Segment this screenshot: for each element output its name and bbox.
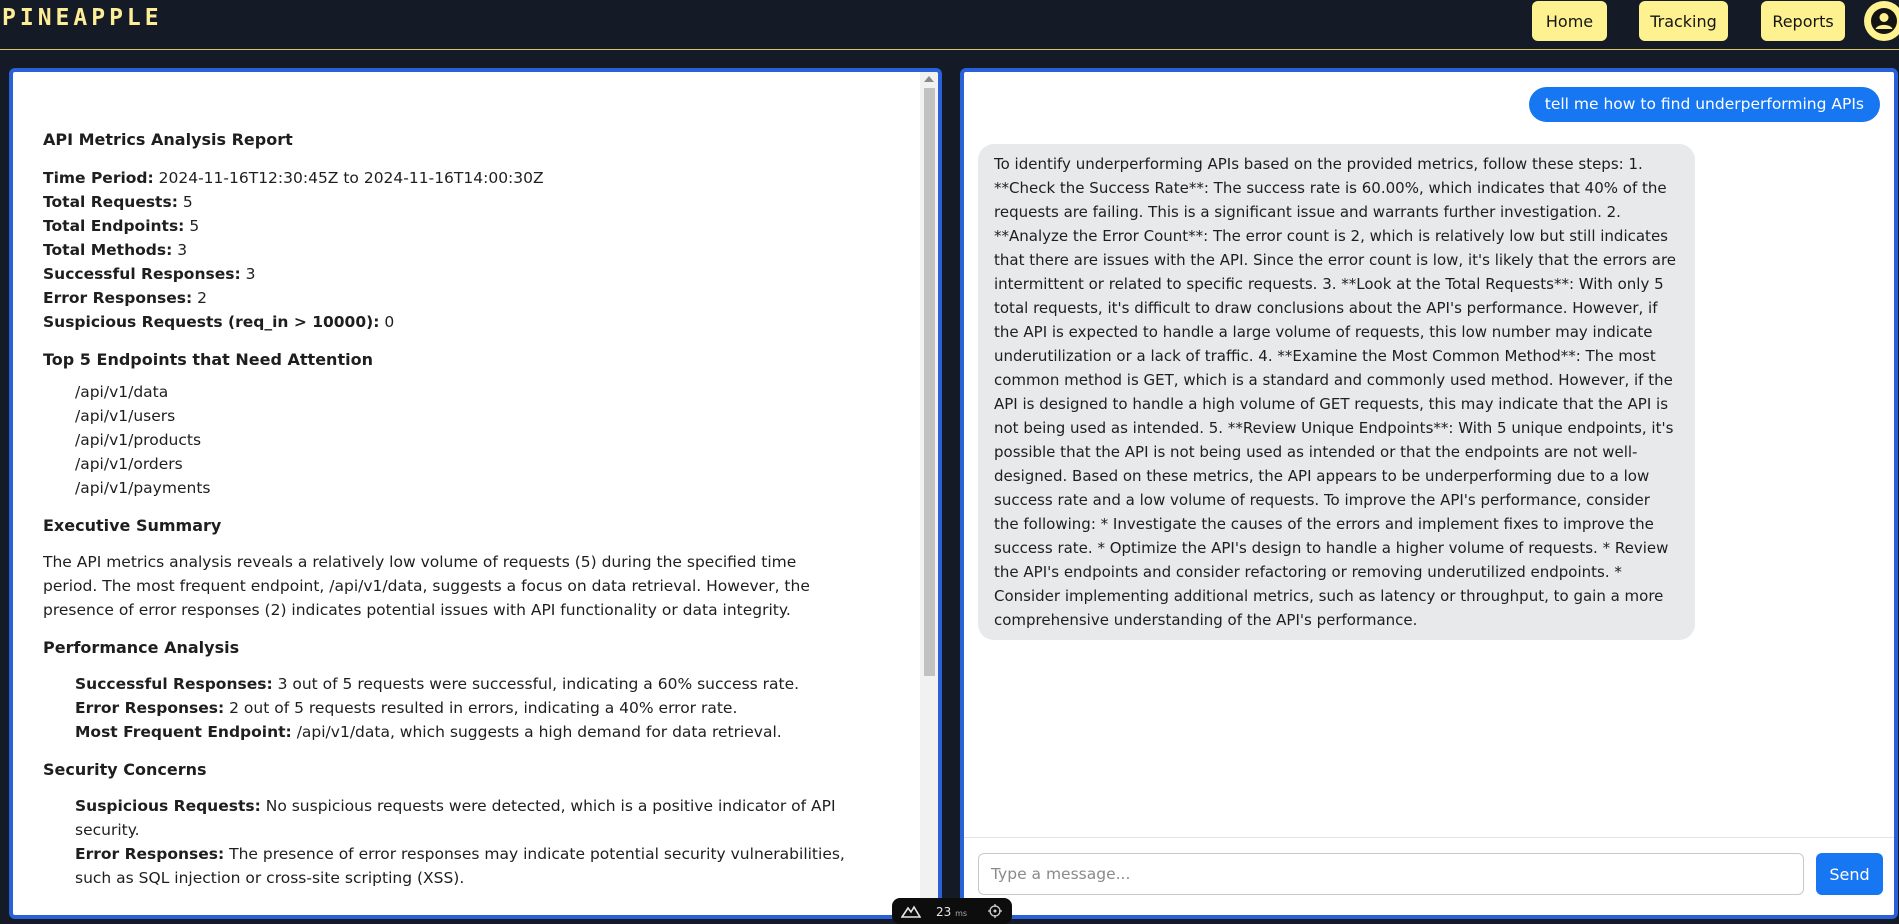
perf-timing: 23 ms <box>936 905 968 919</box>
security-item: Error Responses: The presence of error responses may indicate potential security vulnerabilities, such as SQL injection or cross-site scripting (XSS). <box>75 845 845 887</box>
stat-time-period: Time Period: 2024-11-16T12:30:45Z to 2024-11-16T14:00:30Z <box>43 169 544 187</box>
endpoint-item: /api/v1/data <box>75 383 169 401</box>
performance-item: Successful Responses: 3 out of 5 requests were successful, indicating a 60% success rate. <box>75 675 800 693</box>
stat-successful-responses: Successful Responses: 3 <box>43 265 256 283</box>
dev-perf-indicator[interactable] <box>892 898 1012 924</box>
dev-tools-logo-icon <box>901 904 921 918</box>
chat-input-bar <box>964 837 1894 915</box>
target-icon[interactable] <box>988 904 1002 918</box>
message-input[interactable] <box>978 853 1804 895</box>
nav-reports-button[interactable]: Reports <box>1761 1 1845 41</box>
endpoints-heading: Top 5 Endpoints that Need Attention <box>43 350 373 369</box>
brand-logo[interactable]: PINEAPPLE <box>2 5 163 31</box>
user-avatar-button[interactable] <box>1864 1 1899 41</box>
user-icon <box>1870 7 1898 35</box>
performance-item: Error Responses: 2 out of 5 requests resulted in errors, indicating a 40% error rate. <box>75 699 738 717</box>
security-item: Suspicious Requests: No suspicious requests were detected, which is a positive indicator of API security. <box>75 797 836 839</box>
scroll-up-arrow-icon[interactable] <box>924 76 934 82</box>
report-panel <box>9 68 942 919</box>
user-message-bubble: tell me how to find underperforming APIs <box>1529 87 1880 122</box>
report-content <box>13 72 918 915</box>
scrollbar-thumb[interactable] <box>924 88 935 676</box>
endpoint-list <box>43 380 888 500</box>
stat-total-requests: Total Requests: 5 <box>43 193 193 211</box>
summary-heading: Executive Summary <box>43 516 222 535</box>
security-heading: Security Concerns <box>43 760 207 779</box>
stat-error-responses: Error Responses: 2 <box>43 289 207 307</box>
nav-home-button[interactable]: Home <box>1532 1 1607 41</box>
nav-tracking-button[interactable]: Tracking <box>1639 1 1728 41</box>
chat-messages <box>964 72 1894 842</box>
performance-heading: Performance Analysis <box>43 638 240 657</box>
report-scrollbar[interactable] <box>920 72 938 915</box>
performance-list <box>43 672 888 744</box>
endpoint-item: /api/v1/payments <box>75 479 211 497</box>
send-button[interactable]: Send <box>1816 853 1883 895</box>
endpoint-item: /api/v1/users <box>75 407 176 425</box>
endpoint-item: /api/v1/orders <box>75 455 183 473</box>
stat-total-methods: Total Methods: 3 <box>43 241 188 259</box>
assistant-message-bubble: To identify underperforming APIs based on the provided metrics, follow these steps: 1. **Check the Success Rate**: The success rate is 60.00%, which indicates that 40% of the requests are failing. This is a significant issue and warrants further investigation. 2. **Analyze the Error Count**: The error count is 2, which is relatively low but still indicates that there are issues with the API. Since the error count is low, it's likely that the errors are intermittent or related to specific requests. 3. **Look at the Total Requests**: With only 5 total requests, it's difficult to draw conclusions about the API's performance. However, if the API is expected to handle a large volume of requests, this low number may indicate underutilization or a lack of traffic. 4. **Examine the Most Common Method**: The most common method is GET, which is a standard and commonly used method. However, if the API is designed to handle a high volume of GET requests, this may indicate that the API is not being used as intended. 5. **Review Unique Endpoints**: With 5 unique endpoints, it's possible that the API is not being used as intended or that the endpoints are not well-designed. Based on these metrics, the API appears to be underperforming due to a low success rate and a low volume of requests. To improve the API's performance, consider the following: * Investigate the causes of the errors and implement fixes to improve the success rate. * Optimize the API's design to handle a higher volume of requests. * Review the API's endpoints and consider refactoring or removing underutilized endpoints. * Consider implementing additional metrics, such as latency or throughput, to gain a more comprehensive understanding of the API's performance. <box>978 144 1695 640</box>
top-navbar <box>0 0 1899 50</box>
stat-suspicious-requests: Suspicious Requests (req_in > 10000): 0 <box>43 313 395 331</box>
stat-total-endpoints: Total Endpoints: 5 <box>43 217 200 235</box>
report-title: API Metrics Analysis Report <box>43 130 293 149</box>
security-list <box>43 794 888 890</box>
summary-text: The API metrics analysis reveals a relatively low volume of requests (5) during the specified time period. The most frequent endpoint, /api/v1/data, suggests a focus on data retrieval. However, the presence of error responses (2) indicates potential issues with API functionality or data integrity. <box>43 553 810 619</box>
chat-panel <box>960 68 1898 919</box>
performance-item: Most Frequent Endpoint: /api/v1/data, which suggests a high demand for data retrieval. <box>75 723 782 741</box>
endpoint-item: /api/v1/products <box>75 431 202 449</box>
report-stats <box>43 166 888 334</box>
